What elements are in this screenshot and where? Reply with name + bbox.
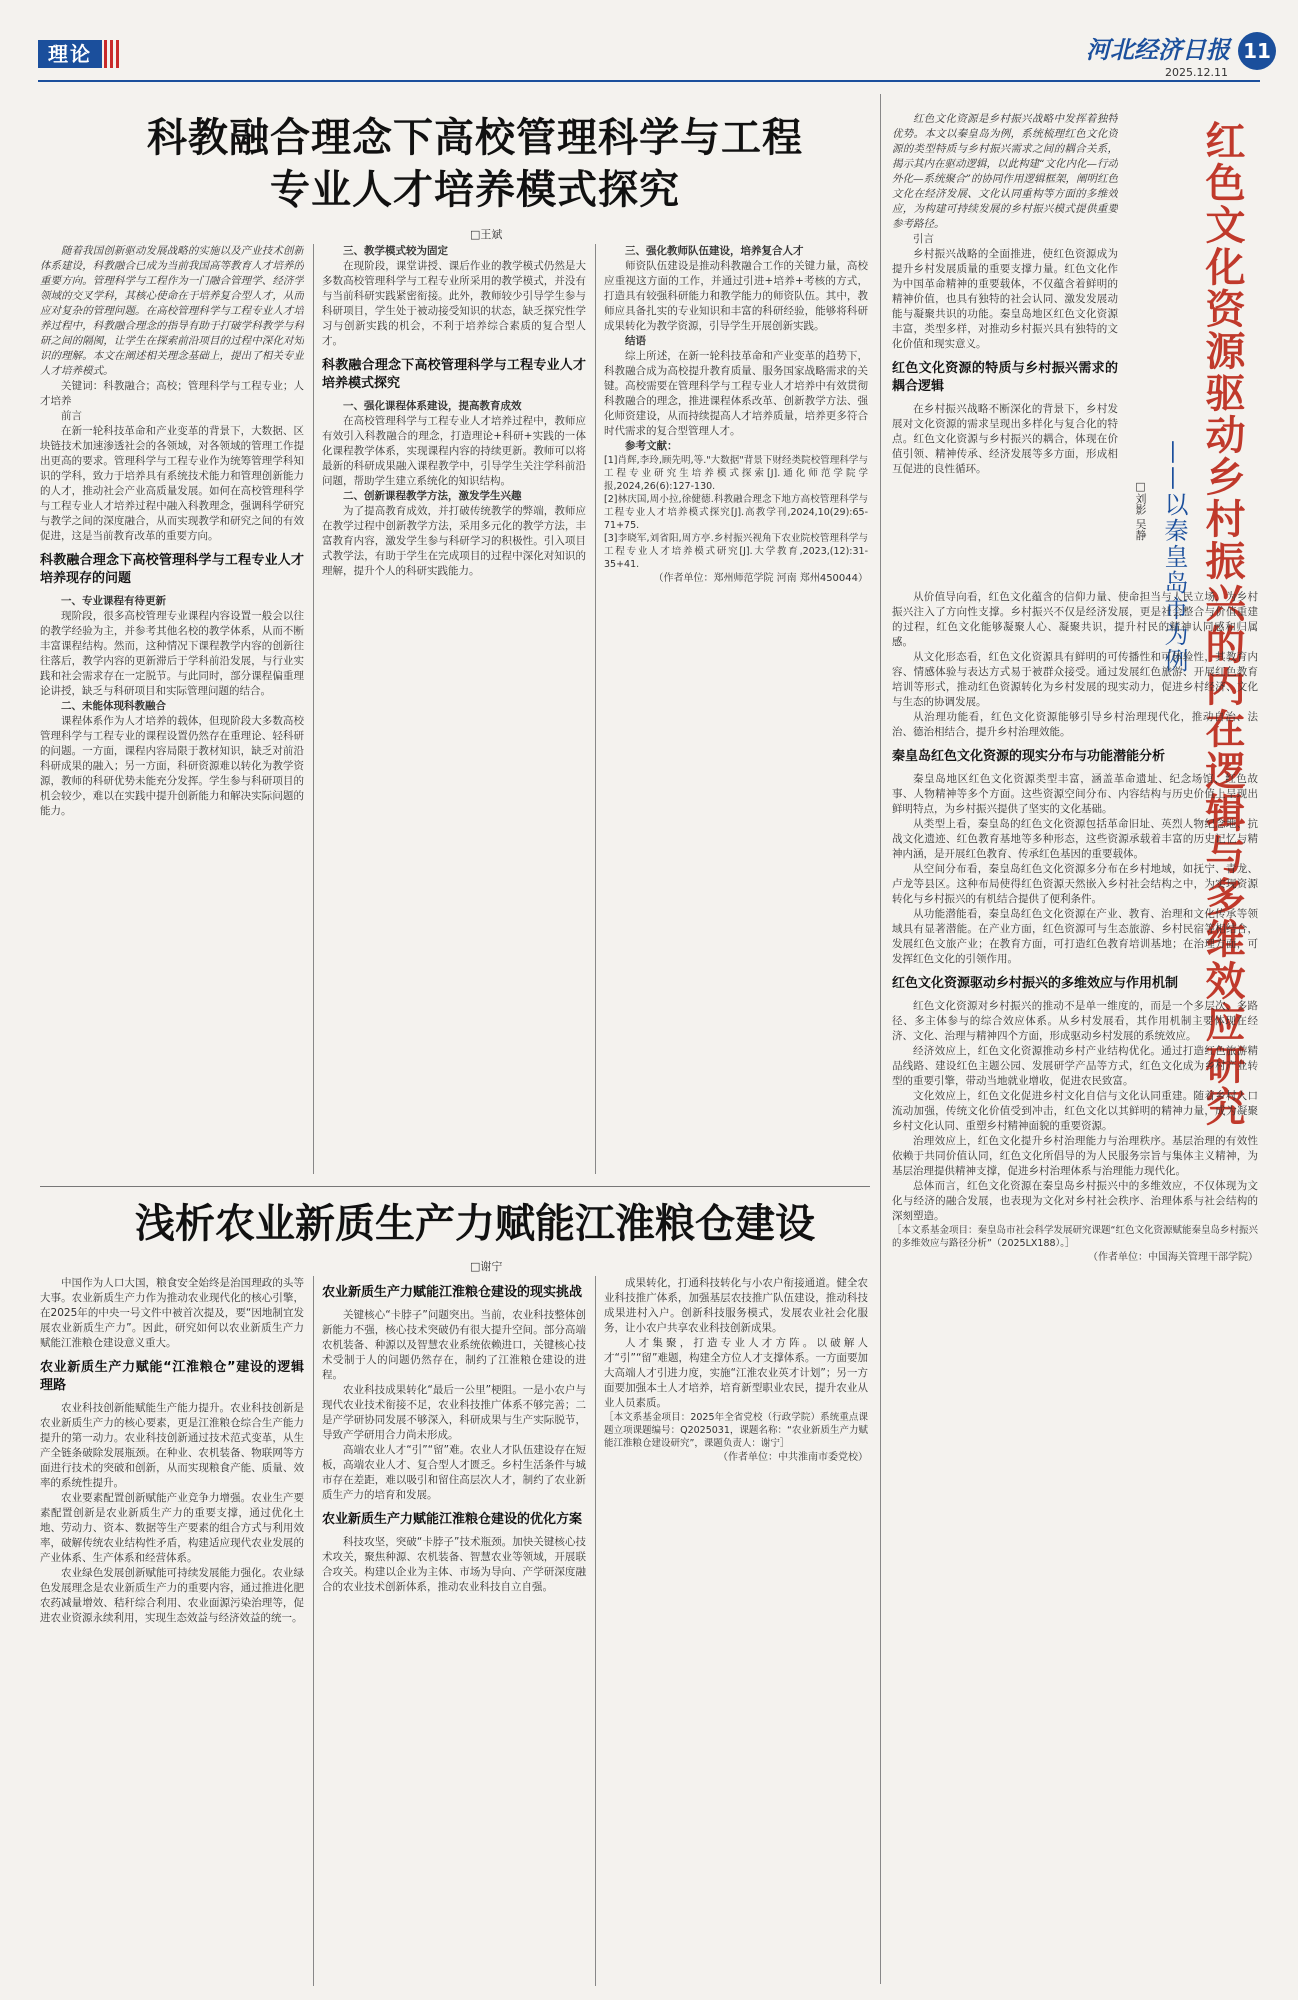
article1-s1-2p: 课程体系作为人才培养的载体，但现阶段大多数高校管理科学与工程专业的课程设置仍然存在重理论、轻科研的问题。一方面，课程内容局限于教材知识，缺乏对前沿科研成果的融入；另一方面，科研资源难以转化为教学资源，教师的科研优势未能充分发挥。学生参与科研项目的机会较少，难以在实践中提升创新能力和解决实际问题的能力。 [40,715,304,817]
article1-conclusion-head: 结语 [625,335,646,347]
article1-s1-head: 科教融合理念下高校管理科学与工程专业人才培养现存的问题 [40,553,304,586]
article3-s1-head: 红色文化资源的特质与乡村振兴需求的耦合逻辑 [892,361,1118,394]
article1-s2-3p: 在现阶段，课堂讲授、课后作业的教学模式仍然是大多数高校管理科学与工程专业所采用的教学模式，并没有与当前科研实践紧密衔接。此外，教师较少引导学生参与科研项目，学生处于被动接受知识的状态，缺乏探究性学习与创新实践的机会，不利于培养综合素质的复合型人才。 [322,260,586,347]
article2-s2-p1: 关键核心“卡脖子”问题突出。当前，农业科技整体创新能力不强，核心技术突破仍有很大提升空间。部分高端农机装备、种源以及智慧农业系统依赖进口，关键核心技术受制于人的问题仍然存在，制约了江淮粮仓建设的进程。 [322,1309,586,1381]
article2-fund-note: ［本文系基金项目：2025年全省党校（行政学院）系统重点课题立项课题编号：Q2025031，课题名称：“农业新质生产力赋能江淮粮仓建设研究”，课题负责人：谢宁］ [604,1412,868,1449]
article3-fund-note: ［本文系基金项目：秦皇岛市社会科学发展研究课题“红色文化资源赋能秦皇岛乡村振兴的多维效应与路径分析”（2025LX188）。］ [892,1225,1258,1249]
page-number: 11 [1238,32,1276,70]
article1-ref: [1]肖辉,李玲,顾先明,等."大数据"背景下财经类院校管理科学与工程专业研究生培养模式探索[J].通化师范学院学报,2024,26(6):127-130. [604,455,868,492]
article3-subtitle: ——以秦皇岛市为例 [1160,440,1188,674]
article2-s1-head: 农业新质生产力赋能“江淮粮仓”建设的逻辑理路 [40,1360,304,1393]
article3-s1-p2: 从价值导向看，红色文化蕴含的信仰力量、使命担当与人民立场，为乡村振兴注入了方向性支撑。乡村振兴不仅是经济发展，更是社会整合与价值重建的过程，红色文化能够凝聚人心、凝聚共识，提升村民的精神认同感和归属感。 [892,591,1258,648]
column-divider [313,244,314,1174]
article1-s1-1: 一、专业课程有待更新 [61,595,166,607]
article2-title: 浅析农业新质生产力赋能江淮粮仓建设 [135,1201,815,1247]
article3-s1-p3: 从文化形态看，红色文化资源具有鲜明的可传播性和可体验性，其教育内容、情感体验与表达方式易于被群众接受。通过发展红色旅游、开展红色教育培训等形式，推动红色资源转化为乡村发展的现实动力，促进乡村经济、文化与生态的协调发展。 [892,651,1258,708]
article1-intro: 在新一轮科技革命和产业变革的背景下，大数据、区块链技术加速渗透社会的各领域，对各领域的管理工作提出更高的要求。管理科学与工程专业作为统筹管理学科知识的学科，致力于培养具有系统技术能力和管理创新能力的人才，推动社会产业高质量发展。如何在高校管理科学与工程专业人才培养过程中融入科教理念，强调科学研究与教学之间的深度融合，从而实现教学和研究之间的有效促进，这是当前教育改革的重要方向。 [40,425,304,542]
article3-s2-head: 秦皇岛红色文化资源的现实分布与功能潜能分析 [892,749,1166,764]
article1-keywords: 关键词：科教融合；高校；管理科学与工程专业；人才培养 [40,380,304,407]
article2-s3-p1: 科技攻坚，突破“卡脖子”技术瓶颈。加快关键核心技术攻关，聚焦种源、农机装备、智慧农业等领域，开展联合攻关。构建以企业为主体、市场为导向、产学研深度融合的农业技术创新体系，推动农业科技自立自强。 [322,1536,586,1593]
article1-s3-2: 二、创新课程教学方法，激发学生兴趣 [343,490,522,502]
tab-stripe [104,40,107,68]
article3-intro: 乡村振兴战略的全面推进，使红色资源成为提升乡村发展质量的重要支撑力量。红色文化作为中国革命精神的重要载体，不仅蕴含着鲜明的精神价值，也具有独特的社会认同、激发发展动能与凝聚共识的功能。秦皇岛地区红色文化资源丰富，类型多样，对推动乡村振兴具有独特的文化价值和现实意义。 [892,248,1118,350]
article1-s3-head: 科教融合理念下高校管理科学与工程专业人才培养模式探究 [322,358,586,391]
article1-s1-1p: 现阶段，很多高校管理专业课程内容设置一般会以往的教学经验为主，并参考其他名校的教学体系，从而不断丰富课程结构。然而，这种情况下课程教学内容的创新往往落后，教学内容的更新滞后于学科前沿发展，与行业实践和社会需求存在一定脱节。与此同时，部分课程偏重理论讲授，缺乏与科研项目和实际管理问题的结合。 [40,610,304,697]
article3-author-note: （作者单位：中国海关管理干部学院） [1088,1252,1258,1263]
article2-byline: □谢宁 [470,1260,503,1273]
article3-s2-p1: 秦皇岛地区红色文化资源类型丰富，涵盖革命遗址、纪念场馆、红色故事、人物精神等多个方面。这些资源空间分布、内容结构与历史价值上呈现出鲜明特点，为乡村振兴提供了坚实的文化基础。 [892,773,1258,815]
article3-s3-p3: 文化效应上，红色文化促进乡村文化自信与文化认同重建。随着乡村人口流动加强，传统文化价值受到冲击，红色文化以其鲜明的精神力量，成为凝聚乡村文化认同、重塑乡村精神面貌的重要资源。 [892,1090,1258,1132]
article2-author-note: （作者单位：中共淮南市委党校） [718,1452,868,1463]
tab-stripe [116,40,119,68]
article1-col3 [604,244,868,1174]
article1-refs-head: 参考文献： [625,440,678,452]
article1-s3-3: 三、强化教师队伍建设，培养复合人才 [625,245,804,257]
masthead [0,0,1298,80]
article1-s3-1: 一、强化课程体系建设，提高教育成效 [343,400,522,412]
article1-ref: [3]李晓军,刘省阳,周方亭.乡村振兴视角下农业院校管理科学与工程专业人才培养模式研究[J].大学教育,2023,(12):31-35+41. [604,533,868,570]
issue-date: 2025.12.11 [1165,66,1228,79]
column-divider [595,1276,596,1986]
article2-s1-p2: 农业要素配置创新赋能产业竞争力增强。农业生产要素配置创新是农业新质生产力的重要支撑，通过优化土地、劳动力、资本、数据等生产要素的组合方式与利用效率，破解传统农业结构性矛盾，构建适应现代农业发展的产业体系、生产体系和经营体系。 [40,1492,304,1564]
article2-intro: 中国作为人口大国，粮食安全始终是治国理政的头等大事。农业新质生产力作为推动农业现代化的核心引擎，在2025年的中央一号文件中被首次提及，要“因地制宜发展农业新质生产力”。因此，研究如何以农业新质生产力赋能江淮粮仓建设意义重大。 [40,1277,304,1349]
article3-s2-p4: 从功能潜能看，秦皇岛红色文化资源在产业、教育、治理和文化传承等领域具有显著潜能。在产业方面，红色资源可与生态旅游、乡村民宿等相结合，发展红色文旅产业；在教育方面，可打造红色教育培训基地；在治理方面，可发挥红色文化的引领作用。 [892,908,1258,965]
article2-s2-head: 农业新质生产力赋能江淮粮仓建设的现实挑战 [322,1285,583,1300]
article2-s3-head: 农业新质生产力赋能江淮粮仓建设的优化方案 [322,1512,583,1527]
article1-title-line2: 专业人才培养模式探究 [270,167,680,213]
newspaper-brand: 河北经济日报 [1086,35,1230,64]
article3-title: 红色文化资源驱动乡村振兴的内在逻辑与多维效应研究 [1199,120,1245,1128]
article1-title [60,112,890,216]
article3-s3-p5: 总体而言，红色文化资源在秦皇岛乡村振兴中的多维效应，不仅体现为文化与经济的融合发展，也表现为文化对乡村社会秩序、治理体系与社会结构的深刻塑造。 [892,1180,1258,1222]
section-label: 理论 [38,40,102,68]
article1-abstract: 随着我国创新驱动发展战略的实施以及产业技术创新体系建设，科教融合已成为当前我国高等教育人才培养的重要方向。管理科学与工程作为一门融合管理学、经济学领域的交叉学科，其核心使命在于培养复合型人才，从而应对复杂的管理问题。在高校管理科学与工程专业人才培养过程中，科教融合理念的指导有助于打破学科教学与科研之间的隔阂，让学生在探索前沿项目的过程中深化对知识的理解。本文在阐述相关理念基础上，提出了相关专业人才培养模式。 [40,245,304,377]
article3-col-top [892,112,1118,582]
article1-author-note: （作者单位：郑州师范学院 河南 郑州450044） [653,573,868,584]
article1-ref: [2]林庆国,周小拉,徐健德.科教融合理念下地方高校管理科学与工程专业人才培养模式探究[J].高教学刊,2024,10(29):65-71+75. [604,494,868,531]
article3-s2-p2: 从类型上看，秦皇岛的红色文化资源包括革命旧址、英烈人物纪念地、抗战文化遗迹、红色教育基地等多种形态，这些资源承载着丰富的历史记忆与精神内涵，是开展红色教育、传承红色基因的重要载体。 [892,818,1258,860]
article1-byline: □王斌 [470,228,503,241]
article1-intro-head: 前言 [61,410,82,422]
article1-title-line1: 科教融合理念下高校管理科学与工程 [147,115,803,161]
article2-s2-p2: 农业科技成果转化“最后一公里”梗阻。一是小农户与现代农业技术衔接不足，农业科技推广体系不够完善；二是产学研协同发展不够深入，科研成果与生产实际脱节，导致产学研用合力尚未形成。 [322,1384,586,1441]
article2-s1-p1: 农业科技创新能赋能生产能力提升。农业科技创新是农业新质生产力的核心要素，更是江淮粮仓综合生产能力提升的第一动力。农业科技创新通过技术范式变革，从生产全链条破除发展瓶颈。在种业、农机装备、物联网等方面进行技术的突破和创新，从而实现粮食产能、质量、效率的系统性提升。 [40,1402,304,1489]
article3-s3-p4: 治理效应上，红色文化提升乡村治理能力与治理秩序。基层治理的有效性依赖于共同价值认同，红色文化所倡导的为人民服务宗旨与集体主义精神，为基层治理提供精神支撑，促进乡村治理体系与治理能力现代化。 [892,1135,1258,1177]
article1-s1-2: 二、未能体现科教融合 [61,700,166,712]
article3-byline: □刘影 吴静 [1134,480,1147,541]
header-rule [38,80,1260,82]
article3-s1-p4: 从治理功能看，红色文化资源能够引导乡村治理现代化，推动自治、法治、德治相结合，提升乡村治理效能。 [892,711,1258,738]
article1-conclusion: 综上所述，在新一轮科技革命和产业变革的趋势下，科教融合成为高校提升教育质量、服务国家战略需求的关键。高校需要在管理科学与工程专业人才培养中有效贯彻科教融合的理念，推进课程体系改革、创新教学方法、强化师资建设，从而持续提高人才培养质量，培养更多符合时代需求的复合型管理人才。 [604,350,868,437]
article3-s2-p3: 从空间分布看，秦皇岛红色文化资源多分布在乡村地域，如抚宁、青龙、卢龙等县区。这种布局使得红色资源天然嵌入乡村社会结构之中，为实现资源转化与乡村振兴的有机结合提供了便利条件。 [892,863,1258,905]
article3-intro-head: 引言 [913,233,934,245]
article1-col2 [322,244,586,1174]
article2-col1 [40,1276,304,1986]
article-divider [40,1186,870,1187]
article3-s3-head: 红色文化资源驱动乡村振兴的多维效应与作用机制 [892,976,1179,991]
article2-s2-p3: 高端农业人才“引”“留”难。农业人才队伍建设存在短板，高端农业人才、复合型人才匮乏。乡村生活条件与城市存在差距，难以吸引和留住高层次人才，制约了农业新质生产力的培育和发展。 [322,1444,586,1501]
article3-s3-p2: 经济效应上，红色文化资源推动乡村产业结构优化。通过打造红色旅游精品线路、建设红色主题公园、发展研学产品等方式，红色文化成为乡村产业转型的重要引擎，带动当地就业增收，促进农民致富。 [892,1045,1258,1087]
column-divider [880,94,881,1984]
article1-s3-1p: 在高校管理科学与工程专业人才培养过程中，教师应有效引入科教融合的理念，打造理论+科研+实践的一体化课程教学体系，实现课程内容的持续更新。教师可以将最新的科研成果融入课程教学中，引导学生关注学科前沿问题，帮助学生建立系统化的知识结构。 [322,415,586,487]
article3-col-main [892,590,1258,1986]
article1-s3-2p: 为了提高教育成效，并打破传统教学的弊端，教师应在教学过程中创新教学方法，采用多元化的教学方法，丰富教育内容，激发学生参与科研学习的积极性。引入项目式教学法，有助于学生在完成项目的过程中深化对知识的理解，提升个人的科研实践能力。 [322,505,586,577]
article2-s3-p2: 成果转化，打通科技转化与小农户衔接通道。健全农业科技推广体系，加强基层农技推广队伍建设，推动科技成果进村入户。创新科技服务模式，发展农业社会化服务，让小农户共享农业科技创新成果。 [604,1277,868,1334]
article1-s3-3p: 师资队伍建设是推动科教融合工作的关键力量，高校应重视这方面的工作，并通过引进+培养+考核的方式，打造具有较强科研能力和教学能力的师资队伍。其中，教师应具备扎实的专业知识和丰富的科研经验，能够将科研成果转化为教学资源，引导学生开展创新实践。 [604,260,868,332]
article1-s2-3: 三、教学模式较为固定 [343,245,448,257]
article3-s3-p1: 红色文化资源对乡村振兴的推动不是单一维度的，而是一个多层次、多路径、多主体参与的综合效应体系。从乡村发展看，其作用机制主要体现在经济、文化、治理与精神四个方面，形成驱动乡村发展的系统效应。 [892,1000,1258,1042]
article2-s3-p3: 人才集聚，打造专业人才方阵。以破解人才“引”“留”难题，构建全方位人才支撑体系。一方面要加大高端人才引进力度，实施“江淮农业英才计划”；另一方面要加强本土人才培养，培育新型职业农民，提升农业从业人员素质。 [604,1337,868,1409]
article2-s1-p3: 农业绿色发展创新赋能可持续发展能力强化。农业绿色发展理念是农业新质生产力的重要内容，通过推进化肥农药减量增效、秸秆综合利用、农业面源污染治理等，促进农业资源永续利用，实现生态效益与经济效益的统一。 [40,1567,304,1624]
tab-stripe [110,40,113,68]
article1-col1 [40,244,304,1174]
article2-col3 [604,1276,868,1986]
article2-col2 [322,1276,586,1986]
column-divider [595,244,596,1174]
article3-abstract: 红色文化资源是乡村振兴战略中发挥着独特优势。本文以秦皇岛为例，系统梳理红色文化资源的类型特质与乡村振兴需求之间的耦合关系，揭示其内在驱动逻辑，以此构建“文化内化—行动外化—系统聚合”的协同作用逻辑框架，阐明红色文化在经济发展、文化认同重构等方面的多维效应，为构建可持续发展的乡村振兴模式提供重要参考路径。 [892,113,1118,230]
article3-s1-p1: 在乡村振兴战略不断深化的背景下，乡村发展对文化资源的需求呈现出多样化与复合化的特点。红色文化资源与乡村振兴的耦合，体现在价值引领、精神传承、经济发展等多方面，形成相互促进的良性循环。 [892,403,1118,475]
column-divider [313,1276,314,1986]
